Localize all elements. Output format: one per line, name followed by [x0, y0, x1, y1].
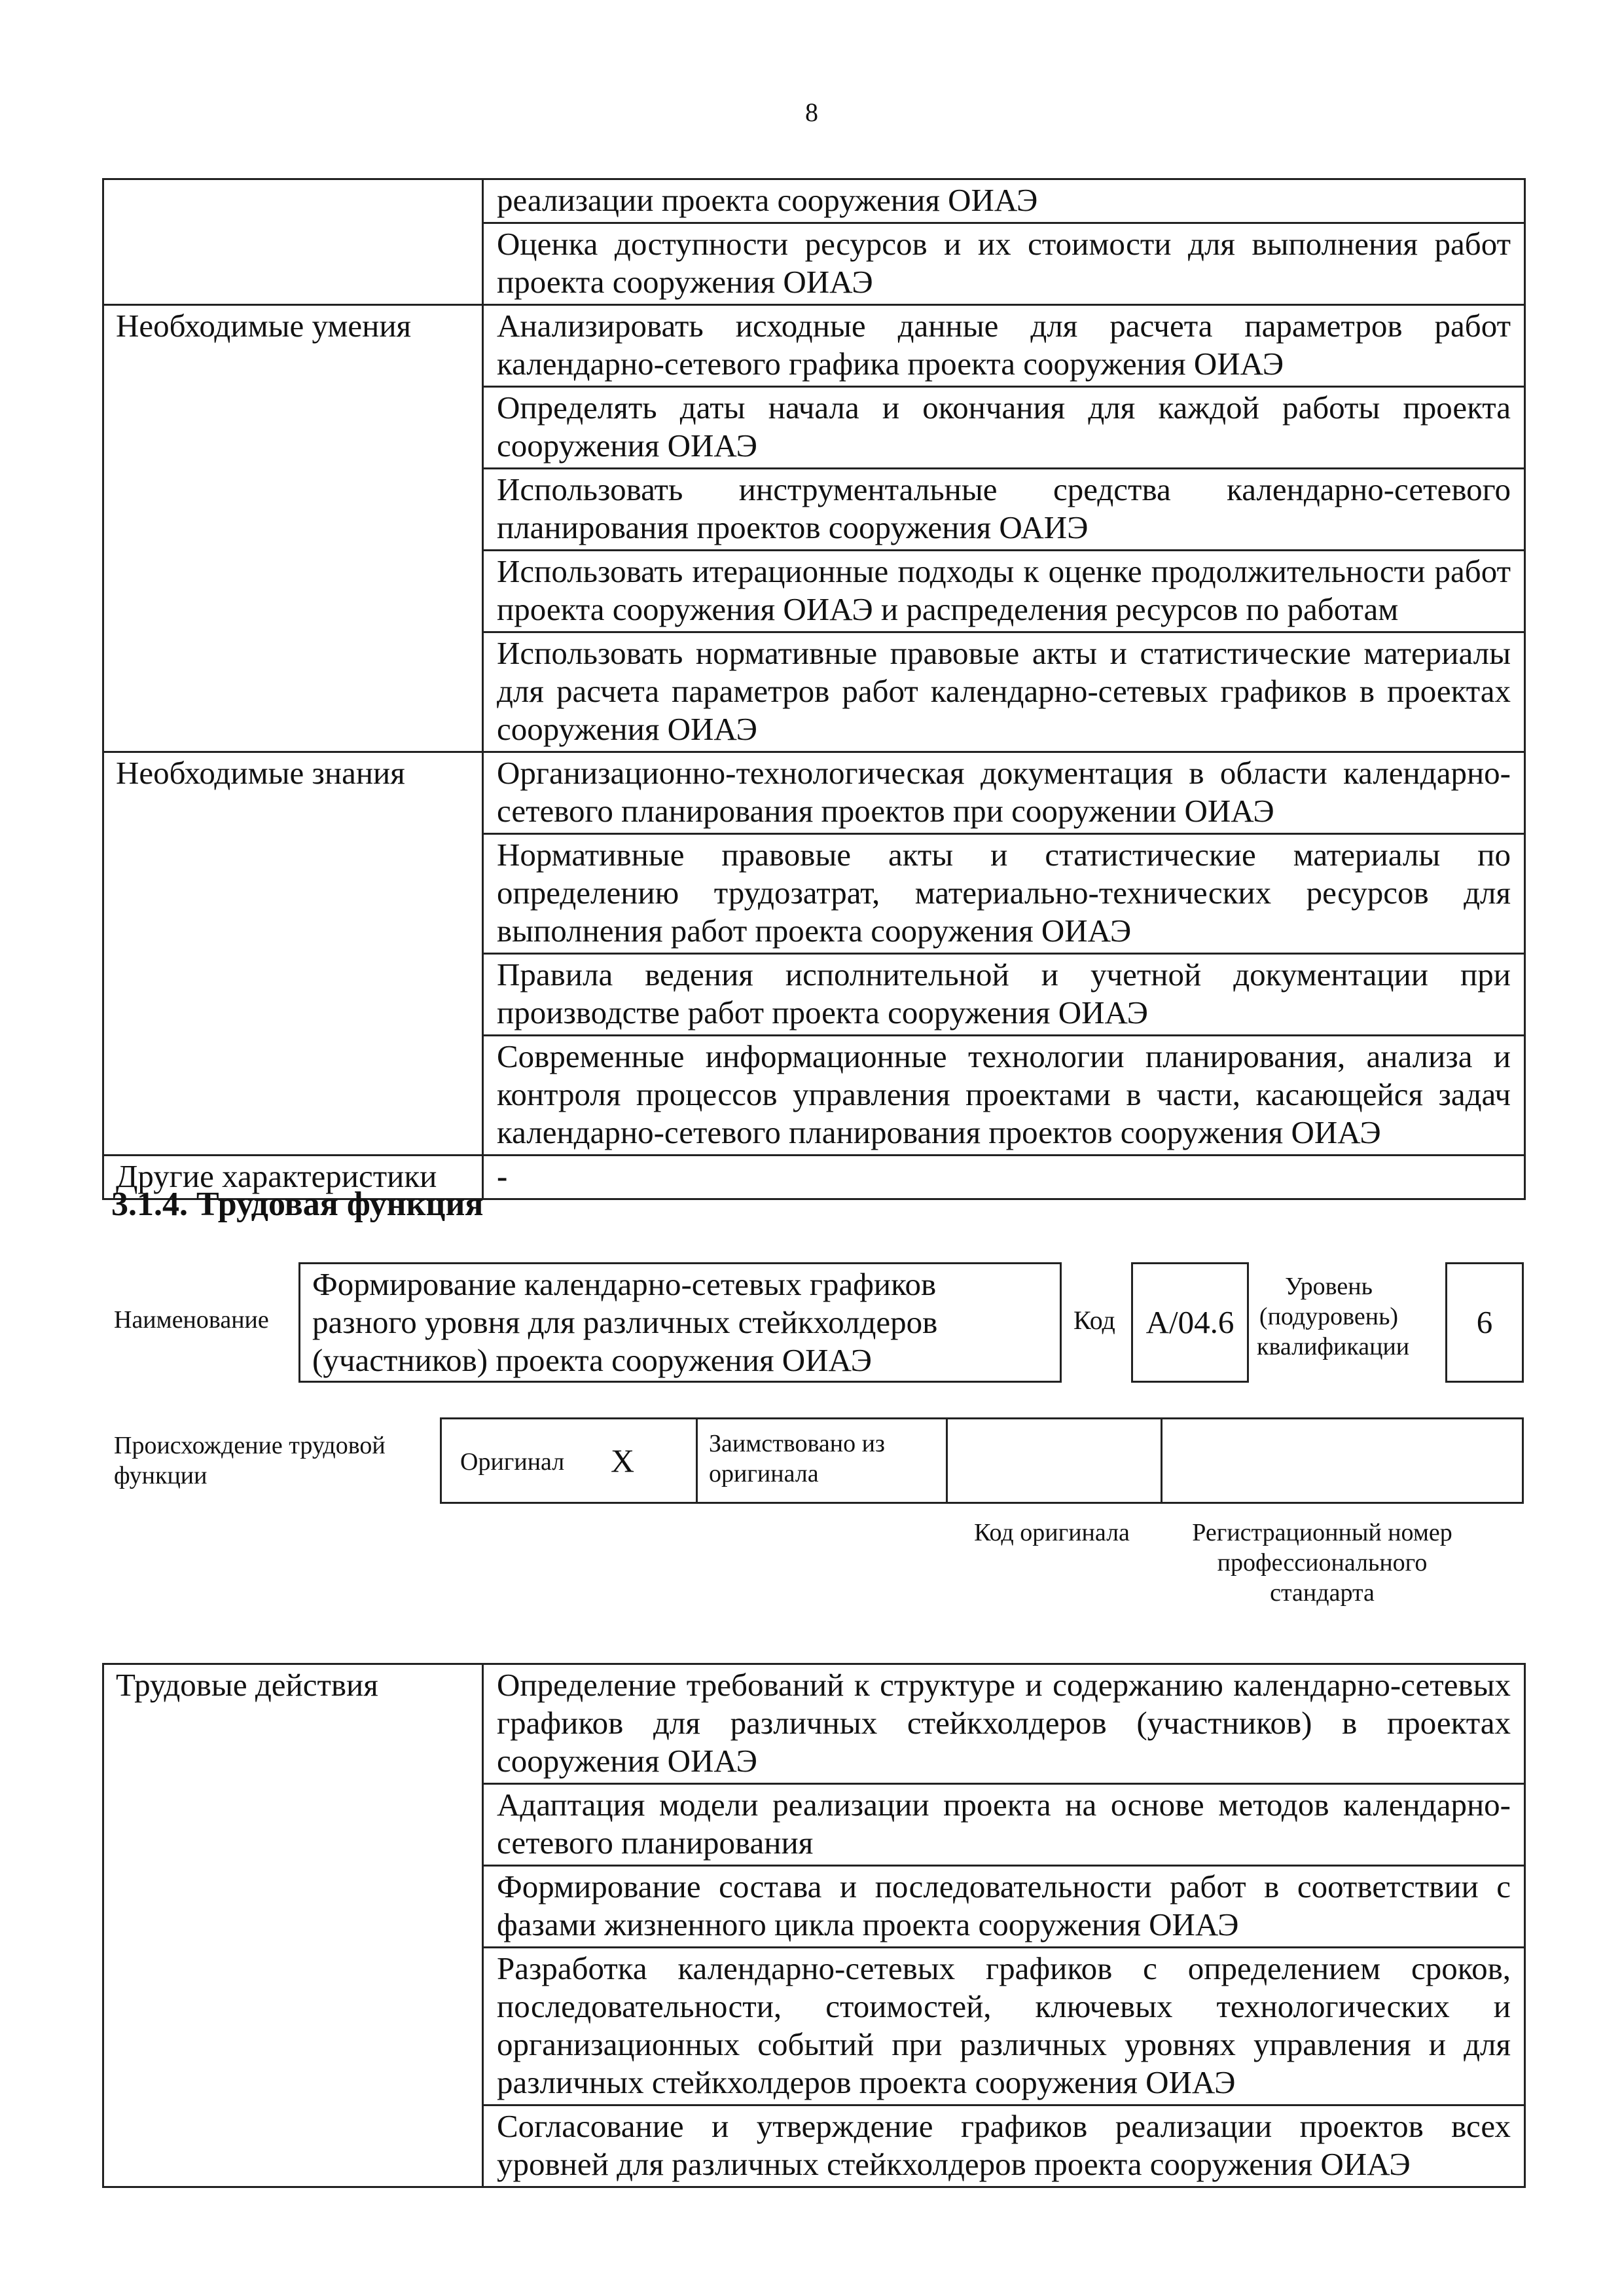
origin-box: [440, 1417, 1524, 1504]
level-box: [1445, 1262, 1524, 1383]
level-value: 6: [1476, 1304, 1493, 1340]
table-cell: Использовать итерационные подходы к оценке продолжительности работ проекта сооружения ОИАЭ и распределения ресурсов по работам: [483, 551, 1525, 632]
table-cell: Оценка доступности ресурсов и их стоимости для выполнения работ проекта сооружения ОИАЭ: [483, 223, 1525, 305]
code-original-caption: Код оригинала: [974, 1519, 1130, 1546]
table-cell: Использовать нормативные правовые акты и статистические материалы для расчета параметров работ календарно-сетевых графиков в проектах сооружения ОИАЭ: [483, 632, 1525, 752]
row-label-actions: Трудовые действия: [103, 1664, 483, 2187]
code-value: А/04.6: [1145, 1304, 1235, 1340]
name-label: Наименование: [114, 1306, 269, 1334]
labor-actions-table: [102, 1663, 1526, 2188]
row-label-knowledge: Необходимые знания: [103, 752, 483, 1156]
table-cell: Адаптация модели реализации проекта на основе методов календарно-сетевого планирования: [483, 1784, 1525, 1866]
function-name-box: [298, 1262, 1062, 1383]
table-cell: -: [483, 1156, 1525, 1199]
table-cell: Определение требований к структуре и содержанию календарно-сетевых графиков для различных стейкхолдеров (участников) в проектах сооружения ОИАЭ: [483, 1664, 1525, 1784]
reg-number-caption: Регистрационный номер профессионального стандарта: [1192, 1519, 1452, 1607]
origin-label: Происхождение трудовой функции: [114, 1432, 386, 1489]
table-row: [103, 1664, 1525, 1784]
page-number: 8: [805, 98, 818, 127]
table-cell: Современные информационные технологии планирования, анализа и контроля процессов управления проектами в части, касающейся задач календарно-сетевого планирования проектов сооружения ОИАЭ: [483, 1036, 1525, 1156]
requirements-table: [102, 178, 1526, 1200]
borrowed-label: Заимствовано из оригинала: [709, 1430, 885, 1487]
row-label-skills: Необходимые умения: [103, 305, 483, 752]
table-row: [103, 179, 1525, 223]
table-cell: реализации проекта сооружения ОИАЭ: [483, 179, 1525, 223]
table-cell: Разработка календарно-сетевых графиков с определением сроков, последовательности, стоимостей, ключевых технологических и организационных событий при различных уровнях управления и для различных стейкхолдеров проекта сооружения ОИАЭ: [483, 1948, 1525, 2105]
table-cell: Формирование состава и последовательности работ в соответствии с фазами жизненного цикла проекта сооружения ОИАЭ: [483, 1866, 1525, 1948]
function-name: Формирование календарно-сетевых графиков разного уровня для различных стейкхолдеров (участников) проекта сооружения ОИАЭ: [312, 1266, 938, 1378]
level-label: [1257, 1271, 1410, 1362]
row-label-other: Другие характеристики: [103, 1156, 483, 1199]
level-label-line3: квалификации: [1257, 1333, 1410, 1360]
level-label-line1: Уровень: [1285, 1273, 1373, 1300]
section-heading: 3.1.4. Трудовая функция: [111, 1186, 484, 1223]
original-mark: X: [611, 1442, 635, 1479]
level-label-line2: (подуровень): [1259, 1303, 1399, 1330]
table-cell: Согласование и утверждение графиков реализации проектов всех уровней для различных стейкхолдеров проекта сооружения ОИАЭ: [483, 2105, 1525, 2187]
code-box: [1131, 1262, 1249, 1383]
code-label: Код: [1073, 1305, 1115, 1335]
table-row: [103, 305, 1525, 387]
table-cell: Определять даты начала и окончания для каждой работы проекта сооружения ОИАЭ: [483, 387, 1525, 469]
row-label-empty: [103, 179, 483, 305]
table-cell: Нормативные правовые акты и статистические материалы по определению трудозатрат, материально-технических ресурсов для выполнения работ проекта сооружения ОИАЭ: [483, 834, 1525, 954]
table-cell: Использовать инструментальные средства календарно-сетевого планирования проектов сооружения ОАИЭ: [483, 469, 1525, 551]
table-row: [103, 752, 1525, 834]
original-label: Оригинал: [460, 1448, 565, 1476]
table-cell: Правила ведения исполнительной и учетной документации при производстве работ проекта сооружения ОИАЭ: [483, 954, 1525, 1036]
table-cell: Организационно-технологическая документация в области календарно-сетевого планирования проектов при сооружении ОИАЭ: [483, 752, 1525, 834]
table-cell: Анализировать исходные данные для расчета параметров работ календарно-сетевого графика проекта сооружения ОИАЭ: [483, 305, 1525, 387]
